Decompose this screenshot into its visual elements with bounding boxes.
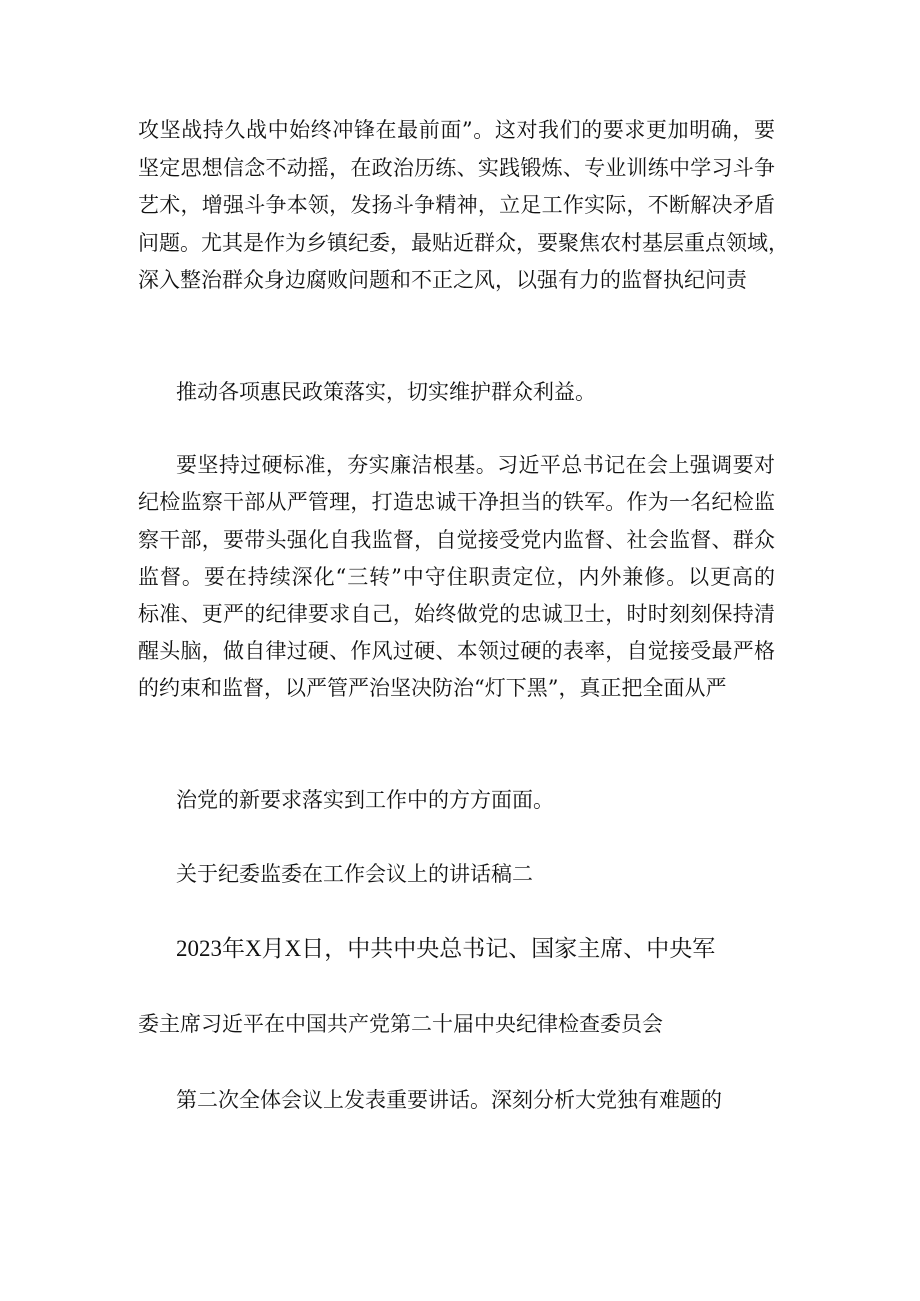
text-line: 深入整治群众身边腐败问题和不正之风，以强有力的监督执纪问责: [138, 268, 747, 292]
text-line: 攻坚战持久战中始终冲锋在最前面”。这对我们的要求更加明确，要: [138, 118, 775, 142]
text-line: 艺术，增强斗争本领，发扬斗争精神，立足工作实际，不断解决矛盾: [138, 193, 775, 217]
text-line: 监督。要在持续深化“三转”中守住职责定位，内外兼修。以更高的: [138, 565, 775, 589]
text-line: 推动各项惠民政策落实，切实维护群众利益。: [176, 380, 596, 404]
text-line: 委主席习近平在中国共产党第二十届中央纪律检查委员会: [138, 1012, 663, 1036]
text-line: 察干部，要带头强化自我监督，自觉接受党内监督、社会监督、群众: [138, 528, 775, 552]
text-line: 要坚持过硬标准，夯实廉洁根基。习近平总书记在会上强调要对: [176, 453, 775, 477]
text-line: 2023年X月X日，中共中央总书记、国家主席、中央军: [176, 936, 716, 961]
text-line: 标准、更严的纪律要求自己，始终做党的忠诚卫士，时时刻刻保持清: [138, 602, 775, 626]
text-line: 坚定思想信念不动摇，在政治历练、实践锻炼、专业训练中学习斗争: [138, 156, 775, 180]
text-line: 问题。尤其是作为乡镇纪委，最贴近群众，要聚焦农村基层重点领域，: [138, 231, 789, 255]
text-line: 治党的新要求落实到工作中的方方面面。: [176, 788, 554, 812]
text-line: 的约束和监督，以严管严治坚决防治“灯下黑”，真正把全面从严: [138, 676, 727, 700]
section-heading: 关于纪委监委在工作会议上的讲话稿二: [176, 862, 533, 886]
text-line: 第二次全体会议上发表重要讲话。深刻分析大党独有难题的: [176, 1088, 722, 1112]
text-line: 醒头脑，做自律过硬、作风过硬、本领过硬的表率，自觉接受最严格: [138, 639, 775, 663]
text-line: 纪检监察干部从严管理，打造忠诚干净担当的铁军。作为一名纪检监: [138, 490, 775, 514]
